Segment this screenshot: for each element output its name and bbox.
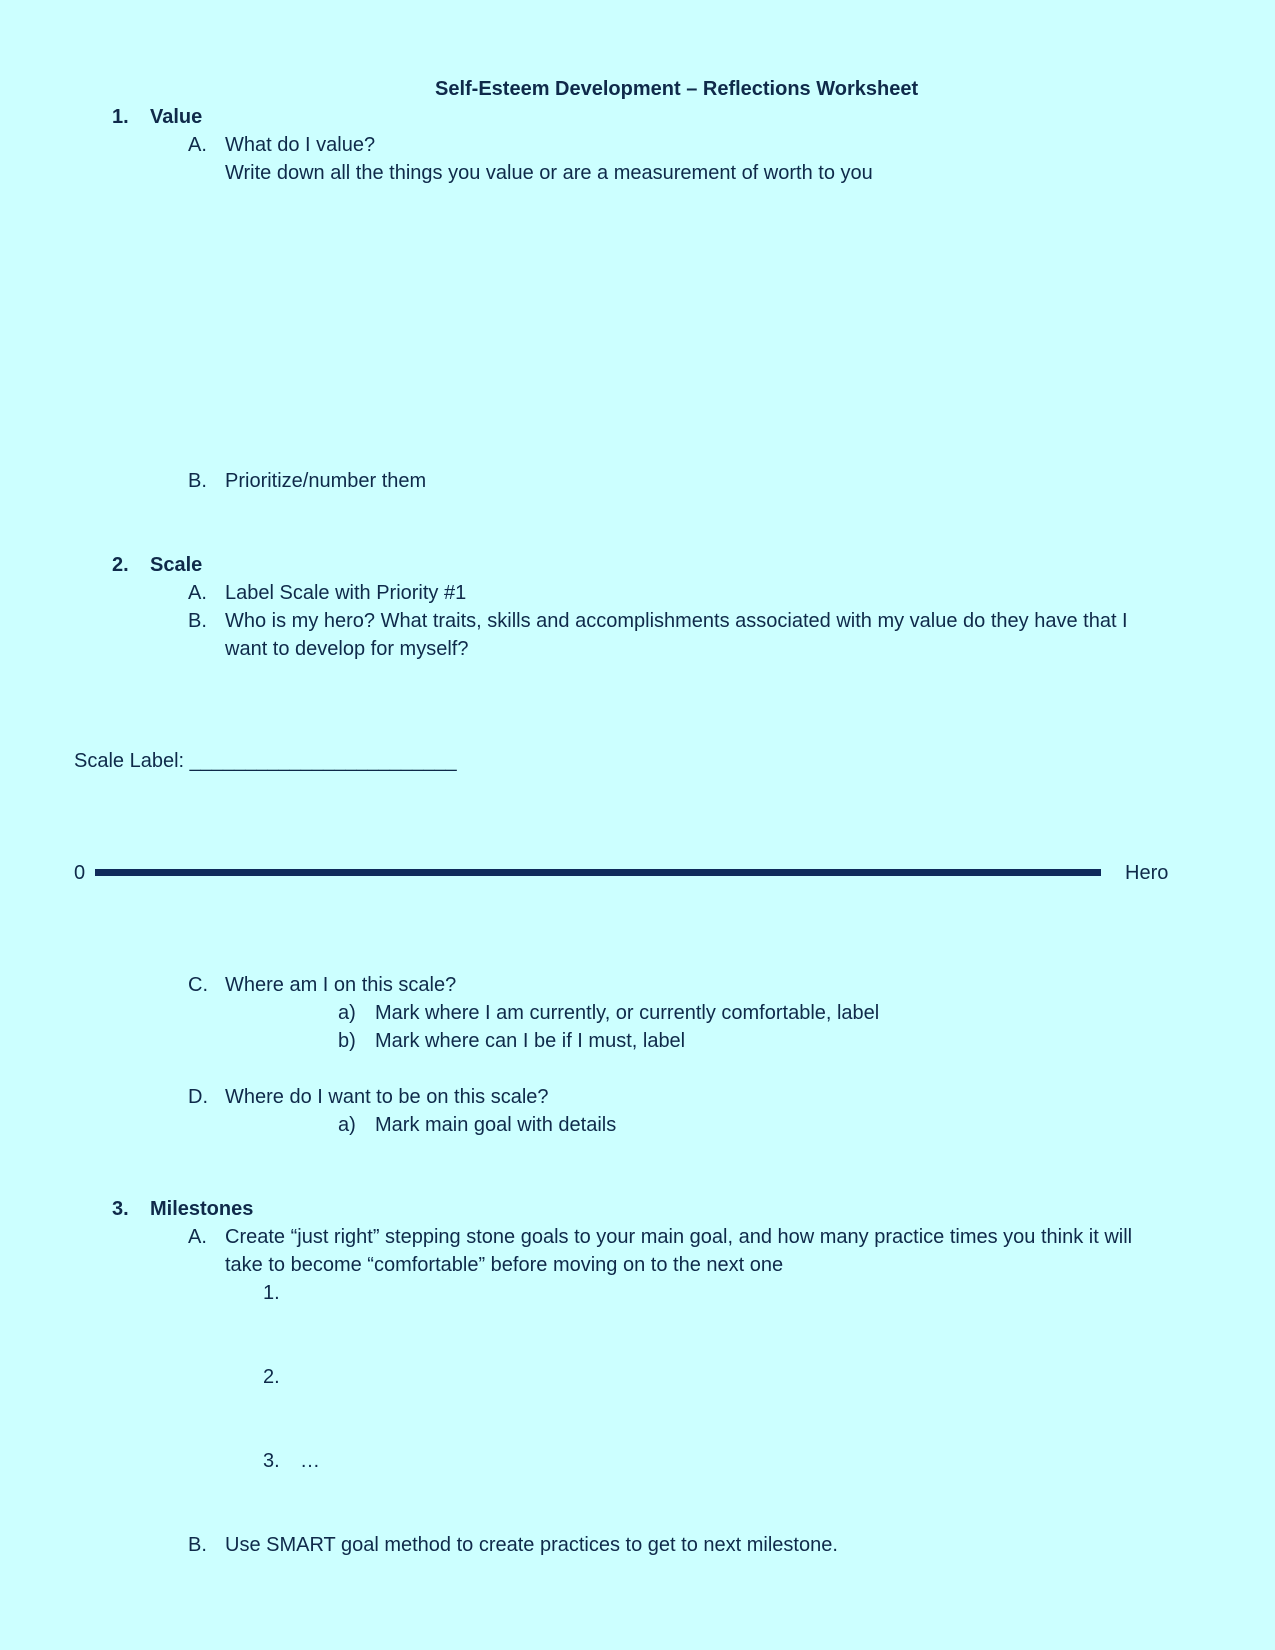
section-2-c-item-a-letter: a)	[338, 1002, 356, 1024]
page-title: Self-Esteem Development – Reflections Worksheet	[435, 78, 919, 100]
section-1-heading: Value	[150, 106, 203, 128]
section-2-heading: Scale	[150, 554, 203, 576]
section-2-c-text: Where am I on this scale?	[225, 974, 457, 996]
section-2-c-item-b-text: Mark where can I be if I must, label	[375, 1030, 686, 1052]
milestone-2-number: 2.	[263, 1366, 280, 1388]
section-2-b-letter: B.	[188, 610, 207, 632]
section-3-b-text: Use SMART goal method to create practices to get to next milestone.	[225, 1534, 838, 1556]
section-2-b-text-line2: want to develop for myself?	[225, 638, 469, 660]
section-2-c-item-a-text: Mark where I am currently, or currently comfortable, label	[375, 1002, 880, 1024]
section-2-d-text: Where do I want to be on this scale?	[225, 1086, 549, 1108]
section-2-c-letter: C.	[188, 974, 208, 996]
section-2-d-letter: D.	[188, 1086, 208, 1108]
milestone-3-number: 3.	[263, 1450, 280, 1472]
section-1-a-question: What do I value?	[225, 134, 376, 156]
milestone-1-number: 1.	[263, 1282, 280, 1304]
section-1-number: 1.	[112, 106, 129, 128]
section-3-number: 3.	[112, 1198, 129, 1220]
scale-start-label: 0	[74, 862, 86, 884]
section-1-b-letter: B.	[188, 470, 207, 492]
section-3-a-text-line2: take to become “comfortable” before moving on to the next one	[225, 1254, 784, 1276]
section-1-b-text: Prioritize/number them	[225, 470, 427, 492]
section-1-a-letter: A.	[188, 134, 207, 156]
section-2-a-text: Label Scale with Priority #1	[225, 582, 467, 604]
milestone-3-text: …	[300, 1450, 320, 1472]
section-3-heading: Milestones	[150, 1198, 254, 1220]
section-2-b-text-line1: Who is my hero? What traits, skills and accomplishments associated with my value do they have that I	[225, 610, 1128, 632]
section-2-number: 2.	[112, 554, 129, 576]
section-2-d-item-a-letter: a)	[338, 1114, 356, 1136]
section-1-a-instruction: Write down all the things you value or are a measurement of worth to you	[225, 162, 873, 184]
section-2-a-letter: A.	[188, 582, 207, 604]
section-3-a-letter: A.	[188, 1226, 207, 1248]
scale-line	[95, 869, 1101, 876]
section-3-a-text-line1: Create “just right” stepping stone goals to your main goal, and how many practice times you think it will	[225, 1226, 1133, 1248]
section-3-b-letter: B.	[188, 1534, 207, 1556]
scale-end-label: Hero	[1125, 862, 1169, 884]
scale-label-field: Scale Label: ________________________	[74, 750, 457, 772]
section-2-c-item-b-letter: b)	[338, 1030, 356, 1052]
section-2-d-item-a-text: Mark main goal with details	[375, 1114, 617, 1136]
